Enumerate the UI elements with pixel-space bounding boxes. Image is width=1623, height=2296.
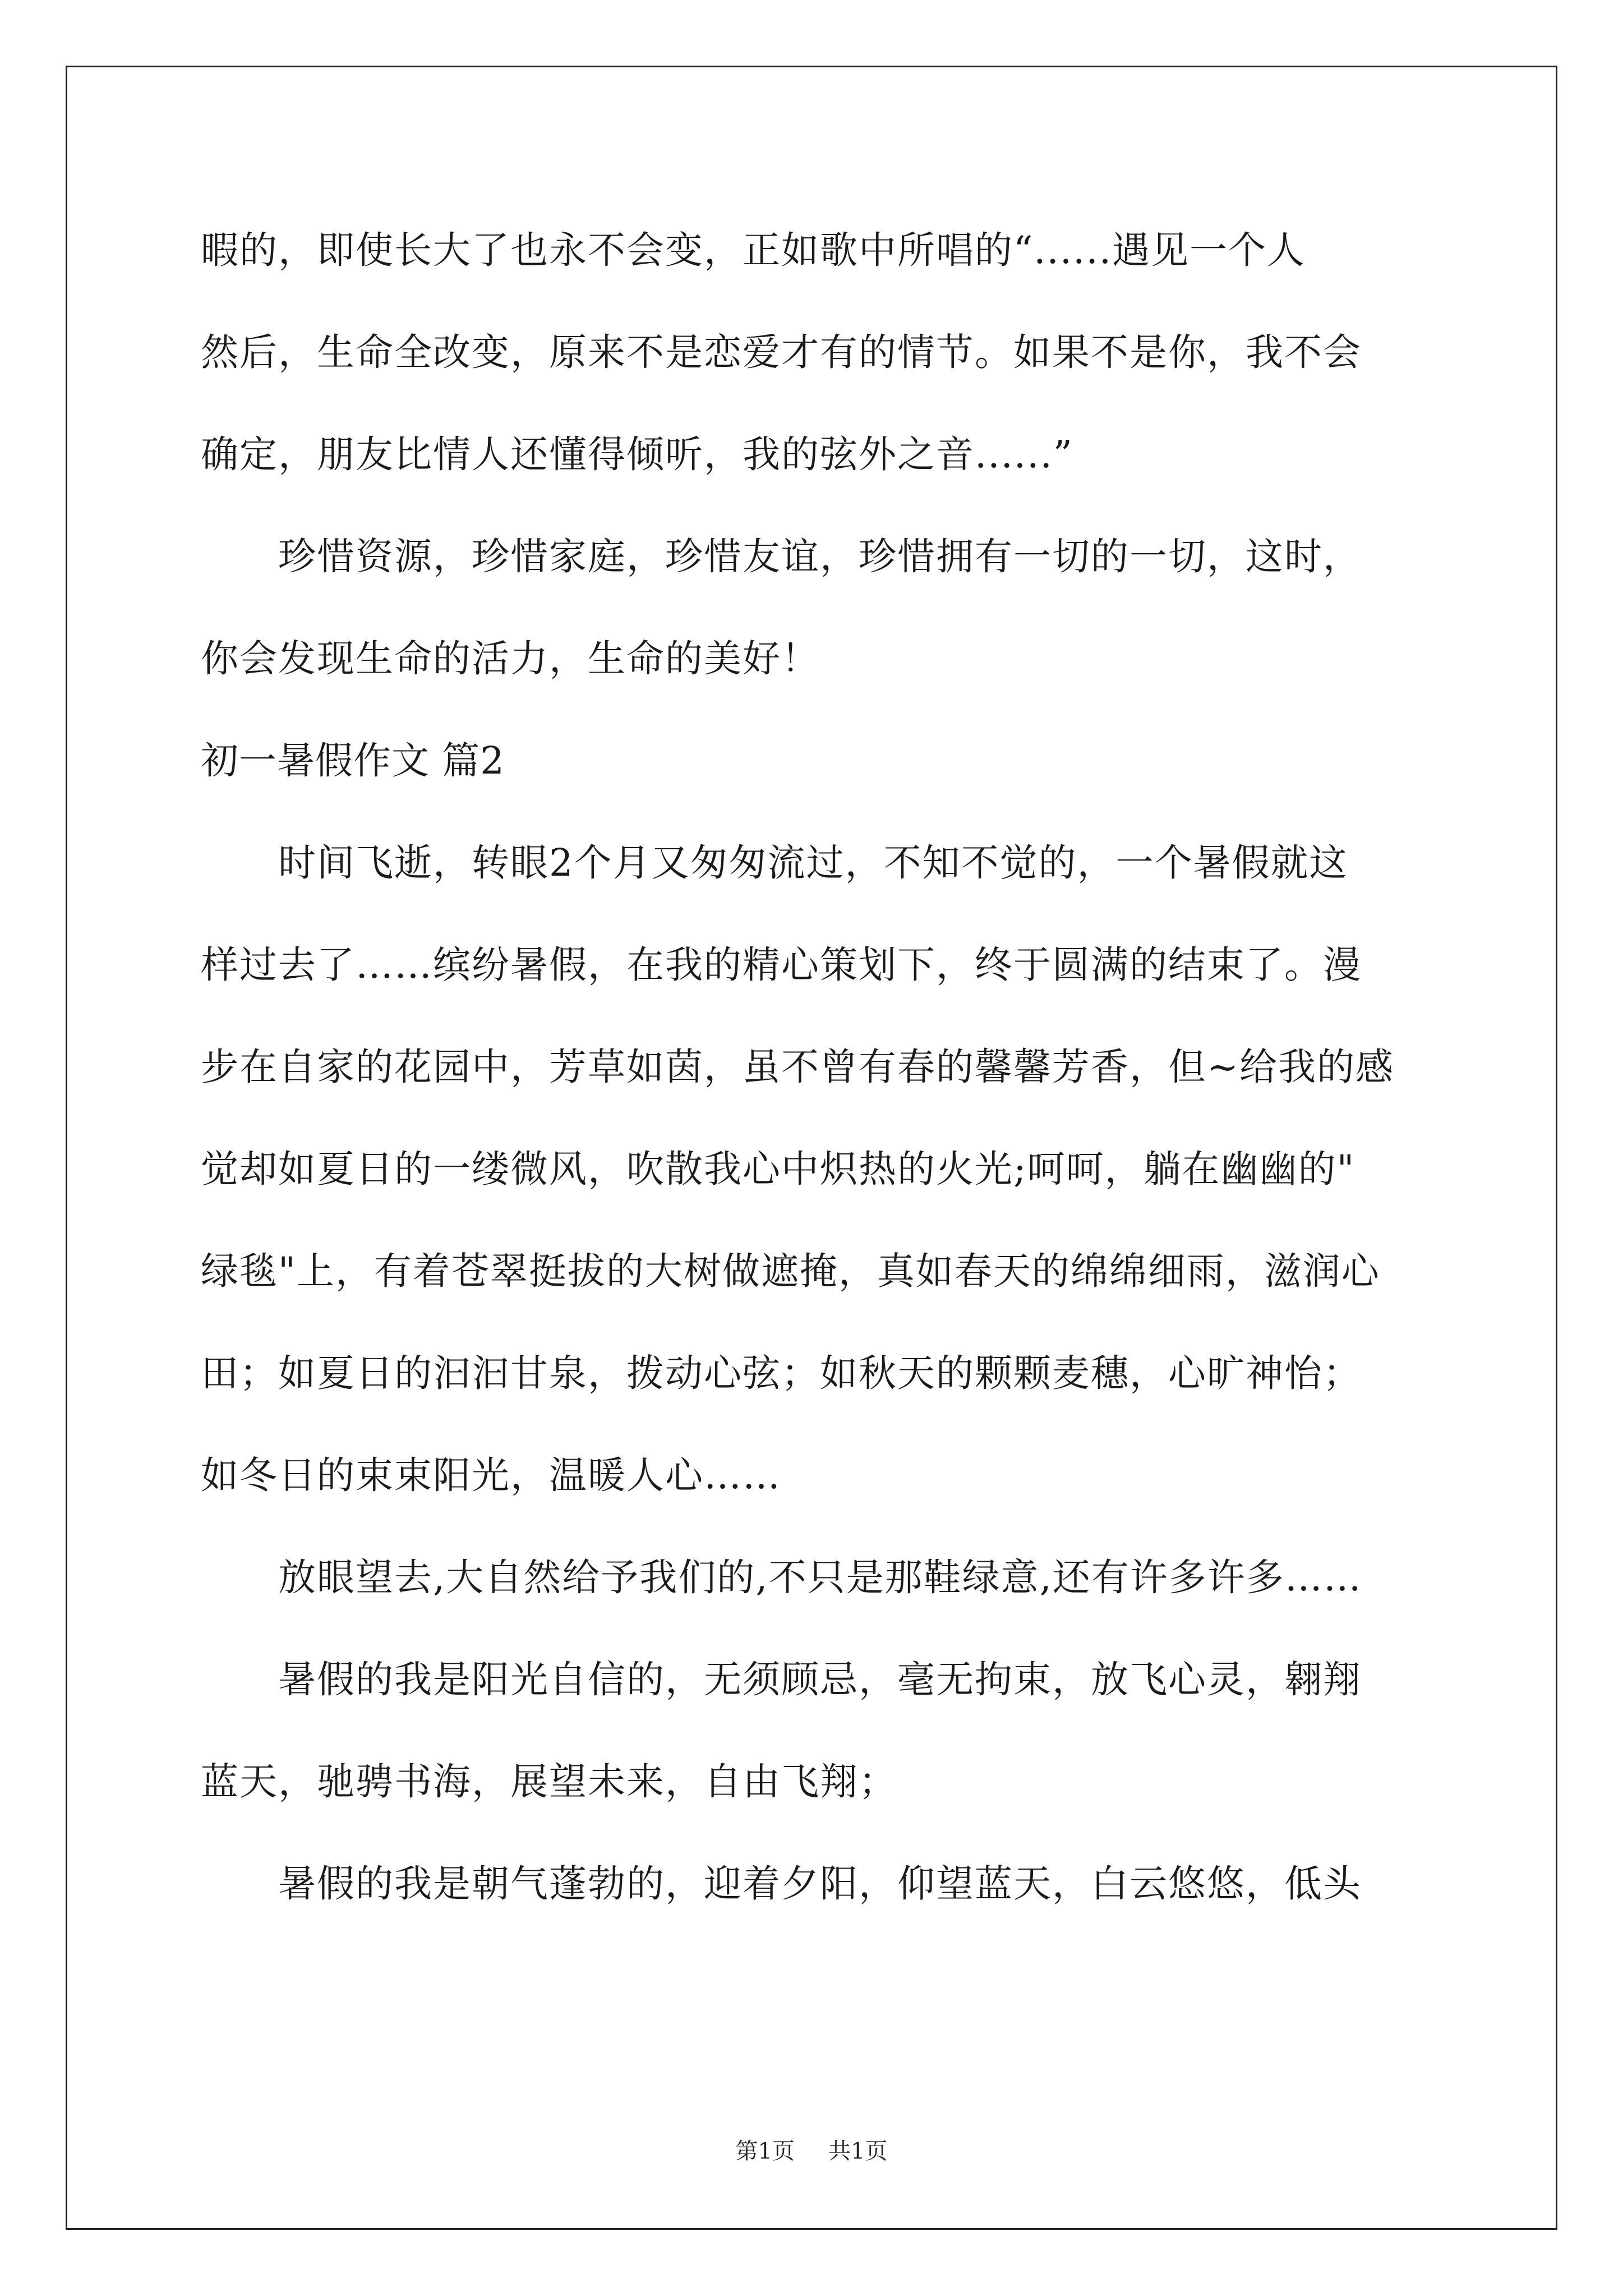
text-line: 珍惜资源，珍惜家庭，珍惜友谊，珍惜拥有一切的一切，这时， <box>201 535 1362 578</box>
text-line: 如冬日的束束阳光，温暖人心…… <box>201 1453 781 1497</box>
page-footer <box>0 2137 1623 2165</box>
section-heading: 初一暑假作文 篇2 <box>201 739 505 783</box>
text-line: 确定，朋友比情人还懂得倾听，我的弦外之音......” <box>201 432 1074 476</box>
text-line: 暑假的我是阳光自信的，无须顾忌，毫无拘束，放飞心灵，翱翔 <box>201 1658 1362 1701</box>
page-number: 第1页 <box>735 2138 795 2164</box>
text-line: 步在自家的花园中，芳草如茵，虽不曾有春的馨馨芳香，但~给我的感 <box>201 1045 1395 1089</box>
text-line: 田；如夏日的汩汩甘泉，拨动心弦；如秋天的颗颗麦穗，心旷神怡； <box>201 1351 1362 1395</box>
text-line: 样过去了……缤纷暑假，在我的精心策划下，终于圆满的结束了。漫 <box>201 943 1362 987</box>
text-line: 绿毯"上，有着苍翠挺拔的大树做遮掩，真如春天的绵绵细雨，滋润心 <box>201 1249 1380 1293</box>
page-total: 共1页 <box>828 2138 888 2164</box>
text-line: 你会发现生命的活力，生命的美好！ <box>201 637 820 680</box>
text-line: 觉却如夏日的一缕微风，吹散我心中炽热的火光;呵呵，躺在幽幽的" <box>201 1147 1355 1191</box>
text-line: 暑假的我是朝气蓬勃的，迎着夕阳，仰望蓝天，白云悠悠，低头 <box>201 1862 1362 1906</box>
text-line: 然后，生命全改变，原来不是恋爱才有的情节。如果不是你，我不会 <box>201 330 1362 374</box>
text-line: 蓝天，驰骋书海，展望未来，自由飞翔； <box>201 1760 897 1803</box>
text-line: 暇的，即使长大了也永不会变，正如歌中所唱的“......遇见一个人 <box>201 228 1306 272</box>
text-line: 时间飞逝，转眼2个月又匆匆流过，不知不觉的，一个暑假就这 <box>201 841 1348 885</box>
text-line: 放眼望去,大自然给予我们的,不只是那鞋绿意,还有许多许多…… <box>201 1556 1362 1599</box>
